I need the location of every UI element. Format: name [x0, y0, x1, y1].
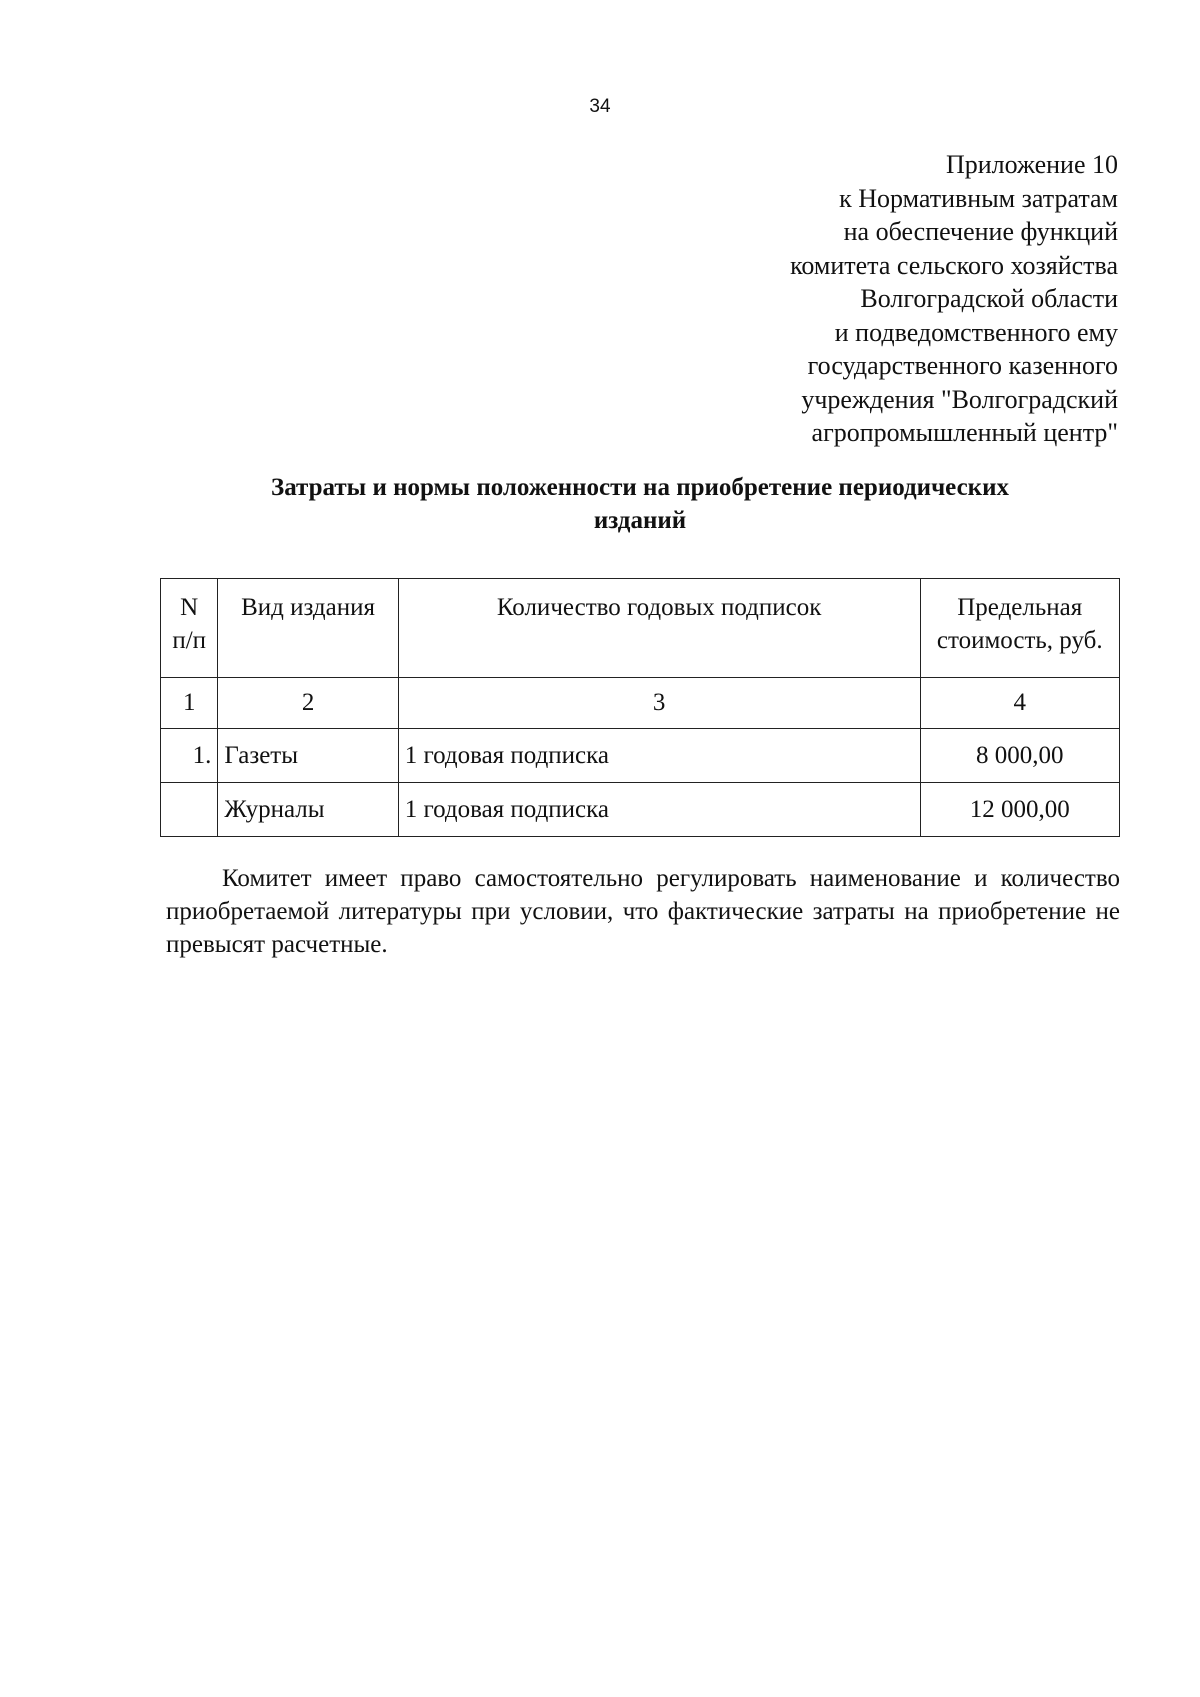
appendix-line: на обеспечение функций [843, 217, 1118, 246]
page-number: 34 [589, 96, 611, 117]
appendix-line: учреждения "Волгоградский [801, 384, 1118, 414]
column-number: 1 [161, 678, 218, 729]
header-num-line1: N [180, 594, 199, 621]
header-cost-line1: Предельная [957, 594, 1083, 621]
title-line: изданий [593, 507, 687, 534]
column-number: 2 [218, 678, 398, 729]
title-line: Затраты и нормы положенности на приобретение периодических [271, 474, 1009, 501]
document-title [150, 471, 1130, 537]
header-quantity-label: Количество годовых подписок [496, 594, 822, 621]
header-num [161, 579, 218, 678]
row-quantity: 1 годовая подписка [398, 783, 920, 837]
header-cost [920, 579, 1119, 678]
appendix-line: Волгоградской области [860, 284, 1118, 313]
appendix-line: агропромышленный центр" [811, 418, 1118, 447]
column-number-row [161, 678, 1120, 729]
row-num [161, 783, 218, 837]
body-paragraph: Комитет имеет право самостоятельно регулировать наименование и количество приобретаемой литературы при условии, что фактические затраты на приобретение не превысят расчетные. [166, 865, 1120, 958]
appendix-line: государственного казенного [807, 351, 1118, 380]
table-header-row [161, 579, 1120, 678]
table-row [161, 783, 1120, 837]
appendix-block [598, 148, 1118, 450]
row-num: 1. [161, 729, 218, 783]
row-type: Журналы [218, 783, 398, 837]
header-type-label: Вид издания [241, 594, 376, 621]
row-type: Газеты [218, 729, 398, 783]
table-row [161, 729, 1120, 783]
column-number: 4 [920, 678, 1119, 729]
appendix-line: и подведомственного ему [834, 317, 1118, 347]
header-num-line2: п/п [172, 627, 207, 654]
row-quantity: 1 годовая подписка [398, 729, 920, 783]
subscriptions-table [160, 578, 1120, 837]
header-cost-line2: стоимость, руб. [936, 627, 1103, 654]
header-quantity [398, 579, 920, 678]
row-cost: 12 000,00 [920, 783, 1119, 837]
column-number: 3 [398, 678, 920, 729]
row-cost: 8 000,00 [920, 729, 1119, 783]
appendix-line: Приложение 10 [945, 150, 1118, 179]
appendix-line: комитета сельского хозяйства [790, 250, 1118, 280]
appendix-line: к Нормативным затратам [839, 183, 1118, 213]
header-type [218, 579, 398, 678]
